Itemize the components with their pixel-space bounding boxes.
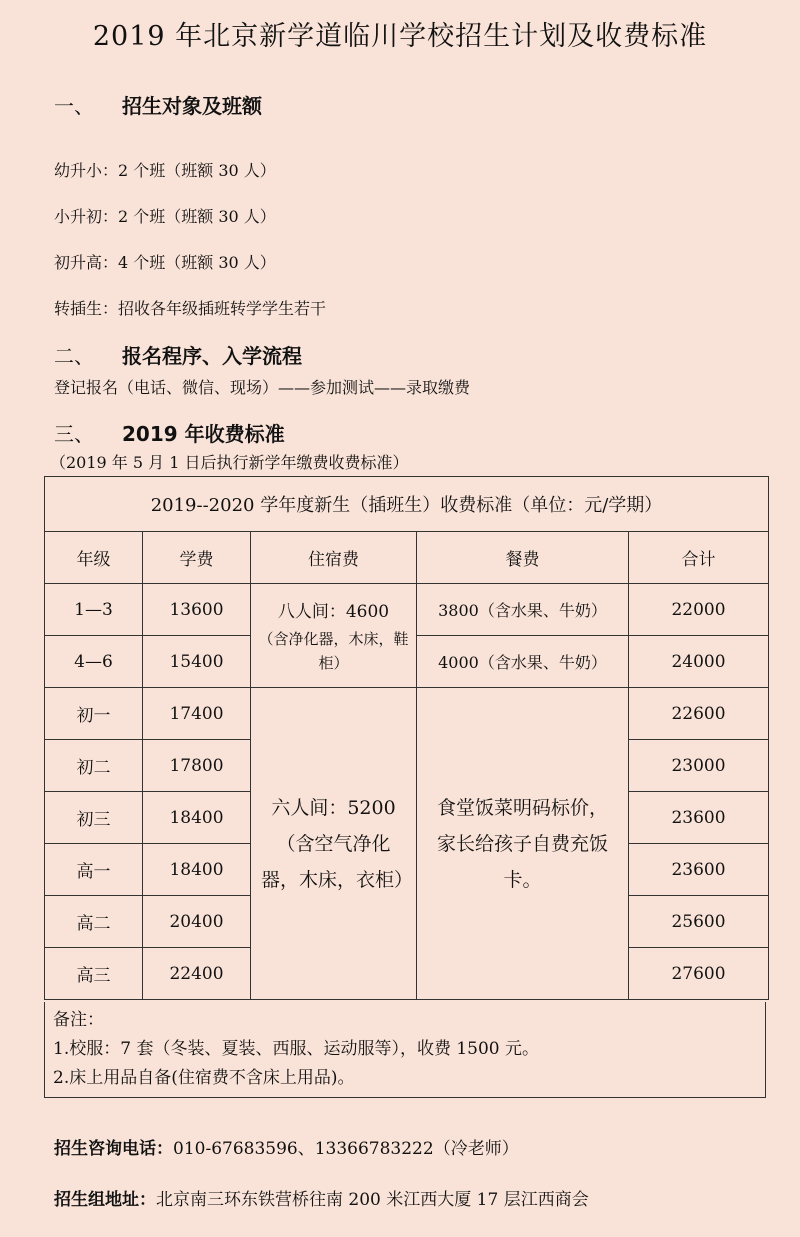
contact-address-value: 北京南三环东铁营桥往南 200 米江西大厦 17 层江西商会 [156,1190,589,1210]
section2-title: 报名程序、入学流程 [122,344,302,368]
meal-primary-2-cell: 4000（含水果、牛奶） [417,636,629,688]
header-tuition: 学费 [143,532,251,584]
meal-primary-1-cell: 3800（含水果、牛奶） [417,584,629,636]
total-cell: 23000 [629,740,769,792]
section3-subnote: （2019 年 5 月 1 日后执行新学年缴费收费标准） [50,453,409,472]
section1-title: 招生对象及班额 [122,94,262,118]
table-row [45,584,769,636]
notes-item-uniform: 1.校服：7 套（冬装、夏装、西服、运动服等），收费 1500 元。 [53,1039,540,1059]
tuition-cell: 15400 [143,636,251,688]
grade-cell: 初一 [45,688,143,740]
meal-secondary-cell: 食堂饭菜明码标价，家长给孩子自费充饭卡。 [417,688,629,1000]
tuition-cell: 17400 [143,688,251,740]
grade-cell: 4—6 [45,636,143,688]
section2-process: 登记报名（电话、微信、现场）——参加测试——录取缴费 [54,378,471,397]
tuition-cell: 13600 [143,584,251,636]
section1-item-primary: 幼升小：2 个班（班额 30 人） [54,161,276,180]
section1-heading [54,90,262,119]
total-cell: 23600 [629,844,769,896]
section1-number: 一、 [54,94,94,118]
header-meals: 餐费 [417,532,629,584]
total-cell: 22000 [629,584,769,636]
section3-heading [54,418,285,447]
tuition-cell: 18400 [143,844,251,896]
notes-label: 备注： [53,1010,104,1030]
contact-address [54,1185,589,1210]
lodging-secondary-cell: 六人间：5200（含空气净化器，木床，衣柜） [251,688,417,1000]
fee-table [44,476,769,1000]
grade-cell: 初二 [45,740,143,792]
notes-box [44,1002,766,1098]
total-cell: 23600 [629,792,769,844]
total-cell: 27600 [629,948,769,1000]
page-title: 2019 年北京新学道临川学校招生计划及收费标准 [92,21,708,52]
section1-item-middle: 小升初：2 个班（班额 30 人） [54,207,276,226]
contact-phone-value: 010-67683596、13366783222（冷老师） [173,1139,519,1159]
header-lodging: 住宿费 [251,532,417,584]
tuition-cell: 18400 [143,792,251,844]
contact-phone [54,1134,519,1159]
header-total: 合计 [629,532,769,584]
header-grade: 年级 [45,532,143,584]
grade-cell: 高三 [45,948,143,1000]
grade-cell: 高二 [45,896,143,948]
lodging-primary-detail: （含净化器，木床，鞋柜） [258,629,409,672]
section3-number: 三、 [54,422,94,446]
total-cell: 25600 [629,896,769,948]
notes-item-bedding: 2.床上用品自备(住宿费不含床上用品)。 [53,1068,355,1088]
tuition-cell: 22400 [143,948,251,1000]
lodging-primary-cell [251,584,417,688]
fee-table-caption: 2019--2020 学年度新生（插班生）收费标准（单位：元/学期） [45,477,769,532]
tuition-cell: 17800 [143,740,251,792]
section3-title: 2019 年收费标准 [122,422,285,446]
total-cell: 24000 [629,636,769,688]
lodging-primary-title: 八人间：4600 [277,601,390,622]
grade-cell: 初三 [45,792,143,844]
section2-heading [54,340,302,369]
total-cell: 22600 [629,688,769,740]
grade-cell: 高一 [45,844,143,896]
tuition-cell: 20400 [143,896,251,948]
grade-cell: 1—3 [45,584,143,636]
contact-address-label: 招生组地址： [54,1190,156,1210]
contact-phone-label: 招生咨询电话： [54,1139,173,1159]
section1-item-transfer: 转插生：招收各年级插班转学学生若干 [54,299,327,318]
section2-number: 二、 [54,344,94,368]
section1-item-high: 初升高：4 个班（班额 30 人） [54,253,276,272]
table-row [45,688,769,740]
